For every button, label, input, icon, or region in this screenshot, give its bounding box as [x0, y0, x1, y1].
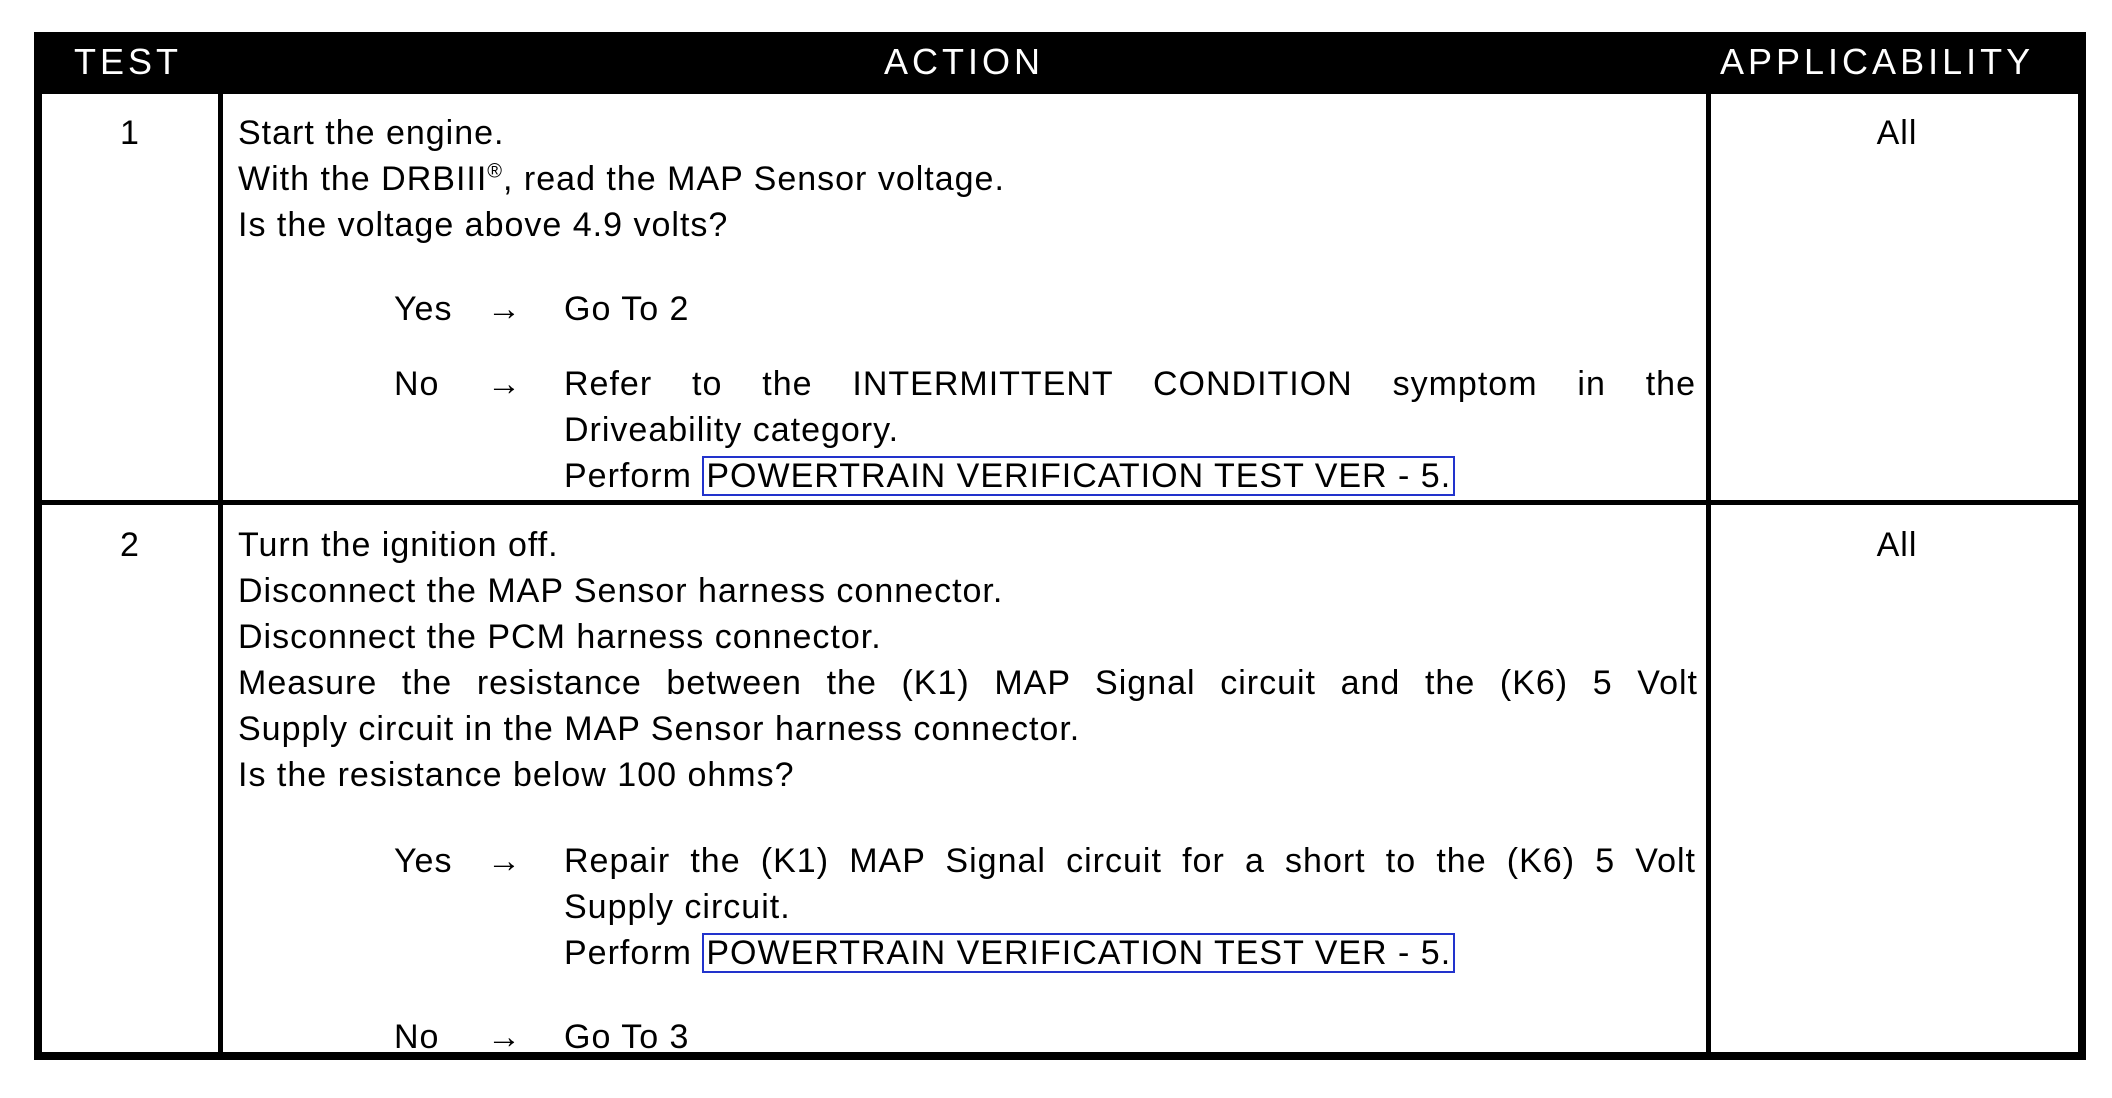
row-2-test-number: 2 — [120, 526, 140, 564]
no-goto: Go To 3 — [564, 1018, 690, 1056]
column-divider-test — [218, 94, 223, 1052]
row-1-action-steps — [238, 110, 1698, 248]
row-1-no-answer — [394, 361, 1704, 501]
arrow-icon: → — [487, 290, 522, 328]
no-label: No — [394, 365, 440, 403]
row-2-step-4: Measure the resistance between the (K1) MAP Signal circuit and the (K6) 5 Volt — [238, 664, 1698, 702]
header-applicability: APPLICABILITY — [1720, 41, 2035, 82]
row-2-applicability: All — [1876, 526, 1918, 564]
row-1-yes-answer — [394, 286, 1704, 332]
header-test: TEST — [74, 41, 183, 82]
row-1-step-1: Start the engine. — [238, 114, 505, 152]
row-2-step-6: Is the resistance below 100 ohms? — [238, 756, 795, 794]
table-header — [34, 32, 2086, 94]
arrow-icon: → — [487, 842, 522, 880]
powertrain-verification-link[interactable]: POWERTRAIN VERIFICATION TEST VER - 5. — [702, 456, 1455, 496]
powertrain-verification-link[interactable]: POWERTRAIN VERIFICATION TEST VER - 5. — [702, 933, 1455, 973]
no-label: No — [394, 1018, 440, 1056]
row-2-no-answer — [394, 1014, 1704, 1060]
row-2-yes-answer — [394, 838, 1704, 978]
row-1-applicability: All — [1876, 114, 1918, 152]
yes-label: Yes — [394, 290, 453, 328]
row-1-step-3: Is the voltage above 4.9 volts? — [238, 206, 729, 244]
header-action: ACTION — [884, 41, 1045, 82]
row-2-step-3: Disconnect the PCM harness connector. — [238, 618, 882, 656]
no-instructions: Refer to the INTERMITTENT CONDITION symptom in the Driveability category. Perform POWERTRAIN VERIFICATION TEST VER - 5. — [564, 365, 1696, 495]
row-2-step-5: Supply circuit in the MAP Sensor harness connector. — [238, 710, 1081, 748]
arrow-icon: → — [487, 1018, 522, 1056]
row-2-step-2: Disconnect the MAP Sensor harness connector. — [238, 572, 1004, 610]
column-divider-applicability — [1706, 94, 1711, 1052]
diagnostic-test-table — [34, 32, 2086, 1060]
yes-goto: Go To 2 — [564, 290, 690, 328]
yes-instructions: Repair the (K1) MAP Signal circuit for a short to the (K6) 5 Volt Supply circuit. Perform POWERTRAIN VERIFICATION TEST VER - 5. — [564, 842, 1696, 972]
row-2-action-steps — [238, 522, 1698, 798]
yes-label: Yes — [394, 842, 453, 880]
arrow-icon: → — [487, 365, 522, 403]
row-2-step-1: Turn the ignition off. — [238, 526, 559, 564]
row-1-step-2: With the DRBIII®, read the MAP Sensor voltage. — [238, 160, 1005, 198]
row-1-test-number: 1 — [120, 114, 140, 152]
registered-mark: ® — [487, 160, 504, 183]
